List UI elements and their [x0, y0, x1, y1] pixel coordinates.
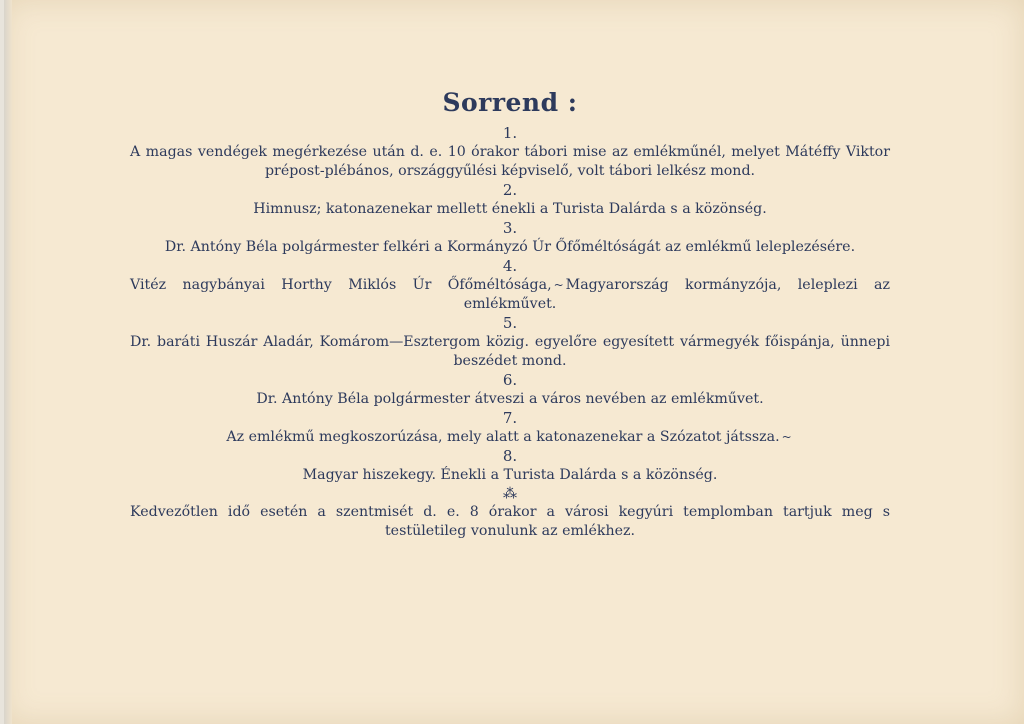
item-text-5: Dr. baráti Huszár Aladár, Komárom—Esztergom közig. egyelőre egyesített vármegyék főispánja, ünnepi beszédet mond.	[130, 334, 890, 369]
item-text-7-part1: Az emlékmű megkoszorúzása, mely alatt a katonazenekar a Szózatot játssza.	[226, 429, 780, 445]
item-number-4: 4.	[502, 257, 518, 275]
item-number-7: 7.	[502, 409, 518, 427]
item-number-1: 1.	[502, 124, 518, 142]
asterism-icon: ⁂	[503, 486, 517, 502]
item-text-8: Magyar hiszekegy. Énekli a Turista Dalárda s a közönség.	[302, 467, 718, 483]
ornament-icon: ~	[781, 430, 792, 444]
item-number-5: 5.	[502, 314, 518, 332]
item-number-3: 3.	[502, 219, 518, 237]
item-text-6: Dr. Antóny Béla polgármester átveszi a város nevében az emlékművet.	[256, 391, 764, 407]
item-text-4-part1: Vitéz nagybányai Horthy Miklós Úr Őfőméltósága,	[130, 277, 552, 293]
ornament-icon: ~	[553, 278, 564, 292]
item-text-4	[130, 276, 890, 314]
item-text-3: Dr. Antóny Béla polgármester felkéri a Kormányzó Úr Őfőméltóságát az emlékmű leleplezésére.	[164, 239, 856, 255]
page-title: Sorrend :	[442, 88, 578, 117]
closing-note: Kedvezőtlen idő esetén a szentmisét d. e. 8 órakor a városi kegyúri templomban tartjuk meg s testületileg vonulunk az emlékhez.	[130, 504, 890, 539]
item-text-2: Himnusz; katonazenekar mellett énekli a Turista Dalárda s a közönség.	[253, 201, 767, 217]
program-content	[124, 86, 896, 541]
paper-edge	[4, 0, 12, 724]
program-card	[4, 0, 1024, 724]
item-number-2: 2.	[502, 181, 518, 199]
item-text-1: A magas vendégek megérkezése után d. e. 10 órakor tábori mise az emlékműnél, melyet Mátéffy Viktor prépost-plébános, országgyűlési képviselő, volt tábori lelkész mond.	[130, 144, 890, 179]
item-number-8: 8.	[502, 447, 518, 465]
item-text-7	[124, 428, 896, 447]
item-text-4-part2: Magyarország kormányzója, leleplezi az emlékművet.	[463, 277, 890, 312]
item-number-6: 6.	[502, 371, 518, 389]
